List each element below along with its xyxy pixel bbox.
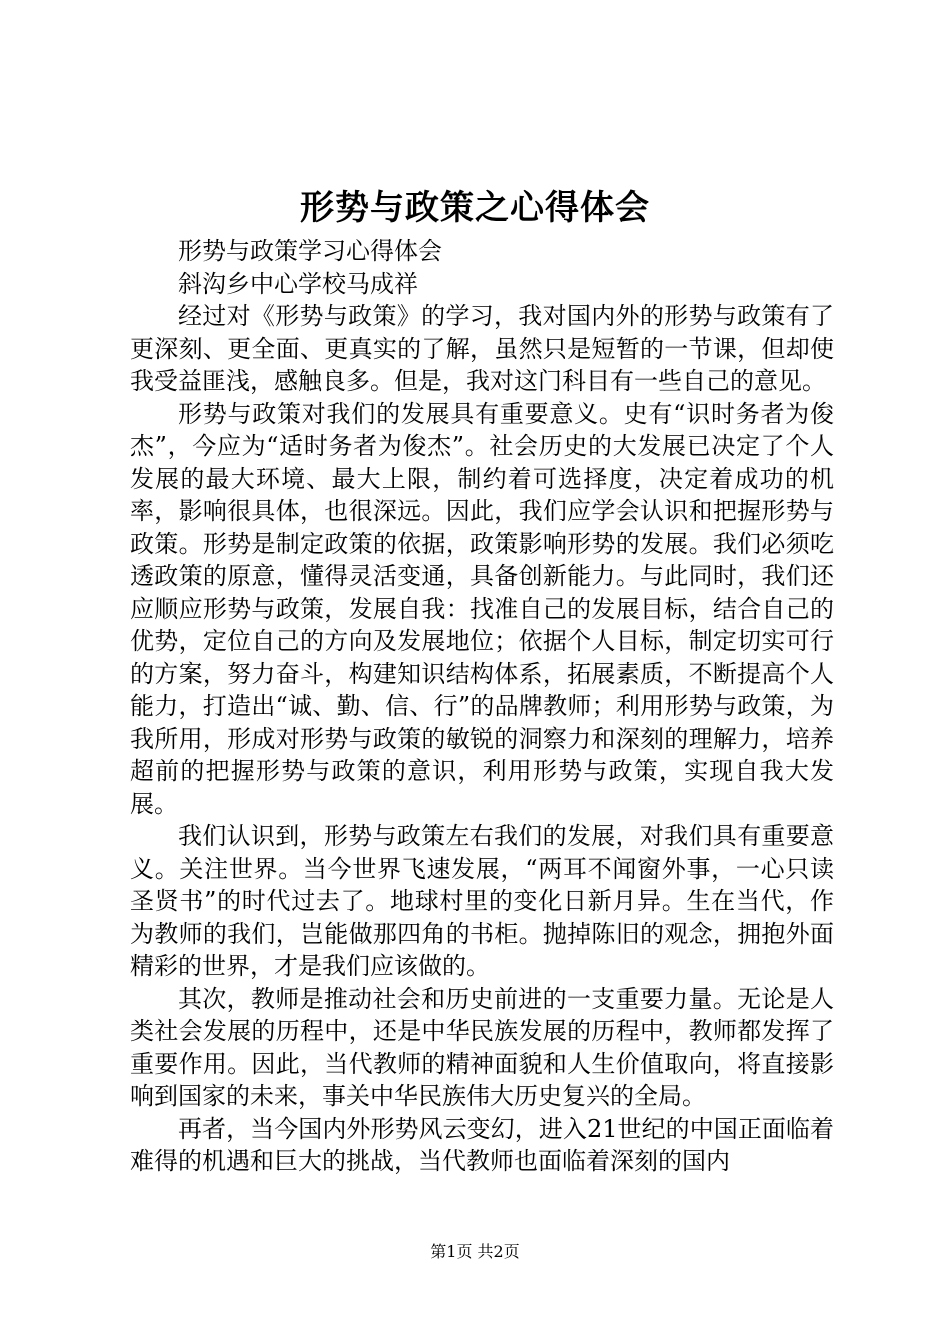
document-title: 形势与政策之心得体会 <box>300 188 650 228</box>
paragraph-subtitle: 形势与政策学习心得体会 <box>178 237 442 265</box>
paragraph: 其次，教师是推动社会和历史前进的一支重要力量。无论是人类社会发展的历程中，还是中华民族发展的历程中，教师都发挥了重要作用。因此，当代教师的精神面貌和人生价值取向，将直接影响到国家的未来，事关中华民族伟大历史复兴的全局。 <box>130 984 834 1110</box>
paragraph: 经过对《形势与政策》的学习，我对国内外的形势与政策有了更深刻、更全面、更真实的了解，虽然只是短暂的一节课，但却使我受益匪浅，感触良多。但是，我对这门科目有一些自己的意见。 <box>130 302 834 395</box>
paragraph: 我们认识到，形势与政策左右我们的发展，对我们具有重要意义。关注世界。当今世界飞速发展，“两耳不闻窗外事，一心只读圣贤书”的时代过去了。地球村里的变化日新月异。生在当代，作为教师的我们，岂能做那四角的书柜。抛掉陈旧的观念，拥抱外面精彩的世界，才是我们应该做的。 <box>130 822 834 980</box>
paragraph: 再者，当今国内外形势风云变幻，进入21世纪的中国正面临着难得的机遇和巨大的挑战，当代教师也面临着深刻的国内 <box>130 1114 834 1175</box>
page-number-footer: 第1页 共2页 <box>430 1242 520 1261</box>
paragraph-author: 斜沟乡中心学校马成祥 <box>178 269 418 298</box>
document-body <box>130 235 834 1178</box>
paragraph: 形势与政策对我们的发展具有重要意义。史有“识时务者为俊杰”，今应为“适时务者为俊杰”。社会历史的大发展已决定了个人发展的最大环境、最大上限，制约着可选择度，决定着成功的机率，影响很具体，也很深远。因此，我们应学会认识和把握形势与政策。形势是制定政策的依据，政策影响形势的发展。我们必须吃透政策的原意，懂得灵活变通，具备创新能力。与此同时，我们还应顺应形势与政策，发展自我：找准自己的发展目标，结合自己的优势，定位自己的方向及发展地位；依据个人目标，制定切实可行的方案，努力奋斗，构建知识结构体系，拓展素质，不断提高个人能力，打造出“诚、勤、信、行”的品牌教师；利用形势与政策，为我所用，形成对形势与政策的敏锐的洞察力和深刻的理解力，培养超前的把握形势与政策的意识，利用形势与政策，实现自我大发展。 <box>130 399 834 818</box>
